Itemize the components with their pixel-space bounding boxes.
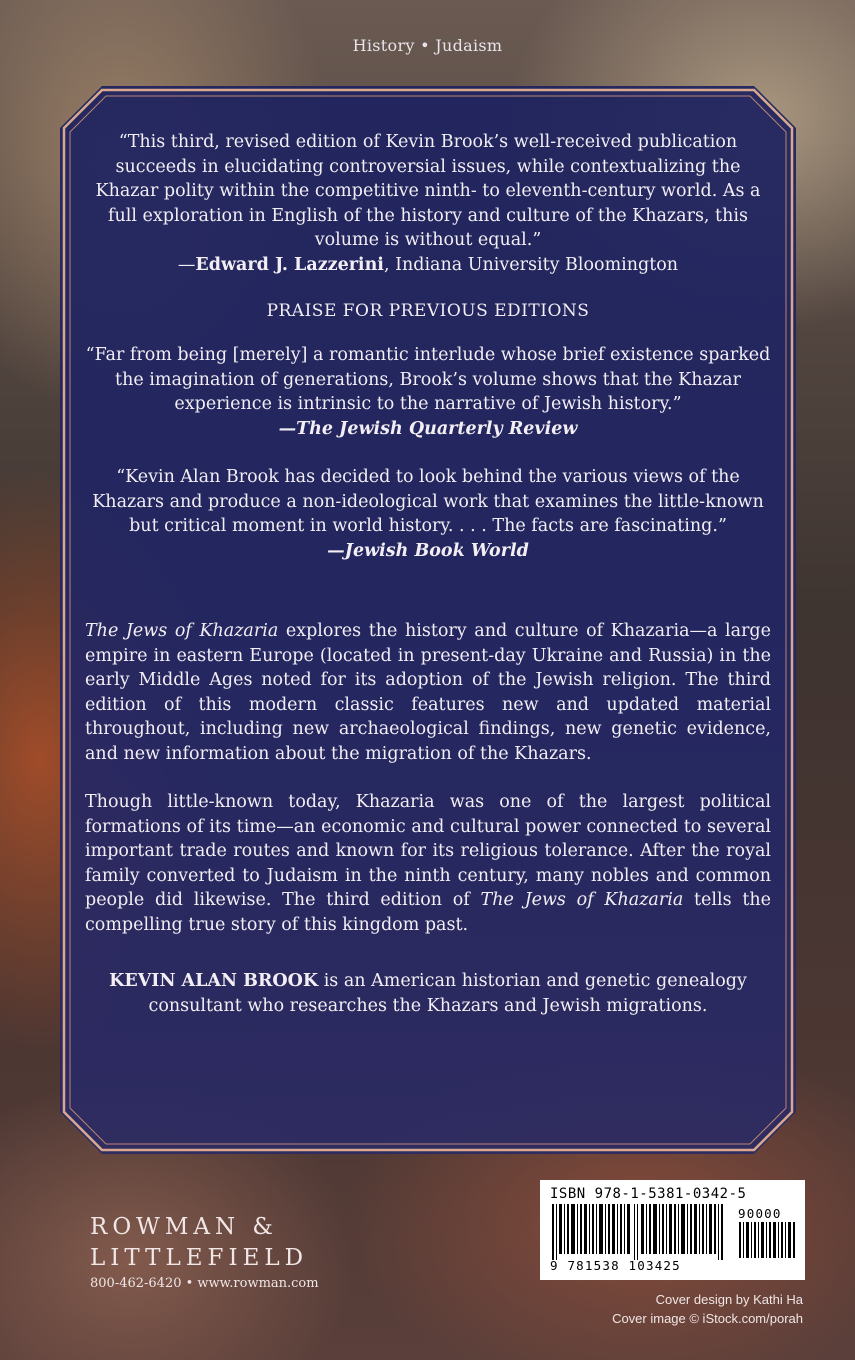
ean-barcode-bars bbox=[550, 1204, 735, 1260]
ean-digits: 9 781538 103425 bbox=[550, 1258, 681, 1273]
cover-credits bbox=[612, 1290, 803, 1328]
attribution-dash: — bbox=[177, 254, 196, 275]
book-title: The Jews of Khazaria bbox=[85, 621, 279, 641]
cover-image-credit: Cover image © iStock.com/porah bbox=[612, 1311, 803, 1326]
review-source-jqr: —The Jewish Quarterly Review bbox=[278, 418, 578, 439]
book-title: The Jews of Khazaria bbox=[480, 890, 684, 910]
price-barcode-bars bbox=[738, 1222, 796, 1258]
endorsement-quote-lazzerini: “This third, revised edition of Kevin Brook’s well-received publication succeeds in elucidating controversial issues, while contextualizing the Khazar polity within the competitive ninth- to eleventh-century world. As a full exploration in English of the history and culture of the Khazars, this volume is without equal.” bbox=[95, 132, 761, 250]
cover-design-credit: Cover design by Kathi Ha bbox=[655, 1292, 803, 1307]
description-p2-end: tells the compelling true story of this kingdom past. bbox=[85, 890, 771, 935]
publisher-logo bbox=[90, 1212, 308, 1274]
isbn-barcode bbox=[540, 1180, 805, 1280]
endorsement-attribution-lazzerini bbox=[85, 253, 771, 278]
publisher-line-2: LITTLEFIELD bbox=[90, 1245, 309, 1271]
review-quote-jbw: “Kevin Alan Brook has decided to look behind the various views of the Khazars and produce a non-ideological work that examines the little-known but critical moment in world history. . . . The facts are fascinating.” bbox=[92, 467, 764, 536]
panel-content bbox=[85, 130, 771, 1018]
isbn-label: ISBN 978-1-5381-0342-5 bbox=[550, 1186, 747, 1202]
description-paragraph-2 bbox=[85, 790, 771, 937]
description-paragraph-1 bbox=[85, 619, 771, 766]
description-p1-text: explores the history and culture of Khazaria—a large empire in eastern Europe (located in present-day Ukraine and Russia) in the early Middle Ages noted for its adoption of the Jewish religion. The third edition of this modern classic features new and updated material throughout, including new archaeological findings, new genetic evidence, and new information about the migration of the Khazars. bbox=[85, 621, 771, 764]
review-quote-jqr: “Far from being [merely] a romantic interlude whose brief existence sparked the imagination of generations, Brook’s volume shows that the Khazar experience is intrinsic to the narrative of Jewish history.” bbox=[85, 345, 771, 414]
publisher-line-1: ROWMAN & bbox=[90, 1214, 278, 1240]
price-code: 90000 bbox=[738, 1206, 782, 1221]
category-line: History • Judaism bbox=[352, 36, 503, 55]
author-name: KEVIN ALAN BROOK bbox=[109, 971, 319, 991]
endorser-name: Edward J. Lazzerini bbox=[195, 254, 384, 275]
endorser-affiliation: , Indiana University Bloomington bbox=[383, 254, 679, 275]
publisher-contact: 800-462-6420 • www.rowman.com bbox=[90, 1276, 319, 1291]
praise-heading: PRAISE FOR PREVIOUS EDITIONS bbox=[266, 301, 590, 321]
review-source-jbw: —Jewish Book World bbox=[327, 540, 529, 561]
author-bio bbox=[85, 969, 771, 1018]
author-bio-text: is an American historian and genetic genealogy consultant who researches the Khazars and Jewish migrations. bbox=[148, 971, 747, 1016]
description-p2-start: Though little-known today, Khazaria was one of the largest political formations of its time—an economic and cultural power connected to several important trade routes and known for its religious tolerance. After the royal family converted to Judaism in the ninth century, many nobles and common people did likewise. The third edition of bbox=[85, 792, 771, 910]
